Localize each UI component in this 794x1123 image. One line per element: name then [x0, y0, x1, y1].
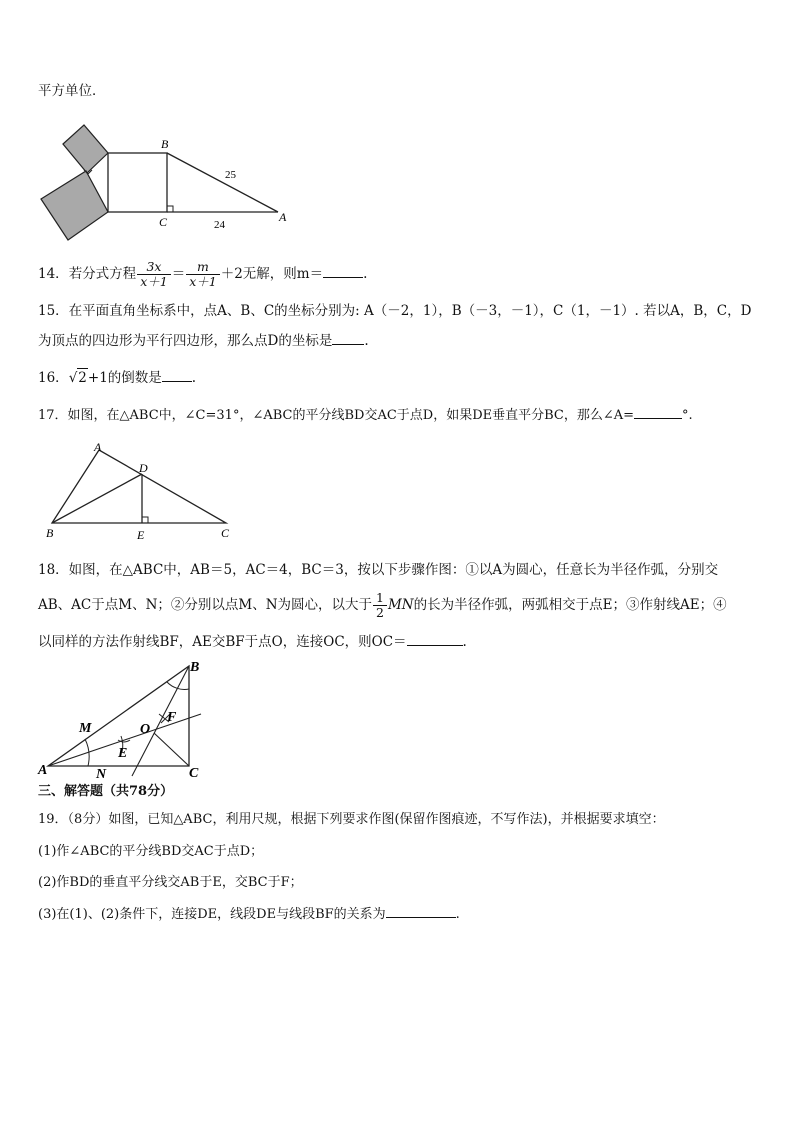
answer-blank-17[interactable] — [634, 406, 682, 419]
question-19-item2: (2)作BD的垂直平分线交AB于E，交BC于F； — [38, 875, 303, 890]
label-D: D — [139, 461, 148, 475]
triangle-figure-17 — [40, 438, 240, 544]
center-square — [108, 153, 167, 212]
question-19-line1: 19．（8分）如图，已知△ABC，利用尺规，根据下列要求作图(保留作图痕迹，不写作法)，并根据要求填空： — [38, 812, 665, 827]
question-18-line3: 以同样的方法作射线BF，AE交BF于点O，连接OC，则OC＝ . — [38, 634, 467, 650]
pythagoras-figure — [38, 122, 298, 244]
label-C: C — [189, 766, 199, 781]
label-C: C — [221, 526, 230, 540]
label-B: B — [46, 526, 54, 540]
answer-blank-16[interactable] — [162, 369, 192, 382]
label-O: O — [140, 722, 151, 737]
label-E: E — [118, 746, 128, 761]
fraction-2: $\frac{m}{x+1}$ — [186, 260, 220, 289]
question-19-item1: (1)作∠ABC的平分线BD交AC于点D； — [38, 844, 264, 859]
prev-question-tail: 平方单位． — [38, 83, 106, 99]
question-15-line2: 为顶点的四边形为平行四边形，那么点D的坐标是 . — [38, 333, 369, 349]
label-A: A — [38, 763, 48, 778]
fraction-1: $\frac{3x}{x+1}$ — [137, 260, 171, 289]
label-M: M — [79, 721, 92, 736]
label-base: 24 — [214, 219, 225, 231]
label-A: A — [94, 440, 102, 454]
label-B: B — [190, 660, 200, 675]
question-18-line1: 18．如图，在△ABC中，AB＝5，AC＝4，BC＝3，按以下步骤作图：①以A为圆心，任意长为半径作弧，分别交 — [38, 562, 719, 578]
label-B: B — [161, 137, 169, 151]
label-N: N — [96, 767, 107, 782]
answer-blank-15[interactable] — [332, 332, 364, 345]
small-square — [63, 125, 108, 173]
question-15-line1: 15．在平面直角坐标系中，点A、B、C的坐标分别为: A（－2，1），B（－3，－1），C（1，－1）. 若以A，B，C，D — [38, 303, 752, 319]
question-18-line2: AB、AC于点M、N；②分别以点M、N为圆心，以大于 $\frac{1}{2}$ MN的长为半径作弧，两弧相交于点E；③作射线AE；④ — [38, 590, 727, 620]
label-C: C — [159, 215, 168, 229]
triangle-figure-18 — [36, 656, 216, 782]
question-16: 16．√2+1的倒数是 . — [38, 370, 197, 386]
question-17: 17．如图，在△ABC中，∠C=31°，∠ABC的平分线BD交AC于点D，如果DE垂直平分BC，那么∠A= °. — [38, 408, 693, 423]
answer-blank-14[interactable] — [323, 265, 363, 278]
section-heading: 三、解答题（共78分） — [38, 784, 174, 799]
fraction-half: $\frac{1}{2}$ — [373, 591, 387, 620]
question-14: 14．若分式方程 $\frac{3x}{x+1}$ ＝ $\frac{m}{x+1}$ ＋2无解，则m＝ . — [38, 259, 368, 289]
label-E: E — [137, 528, 145, 542]
sqrt-sign: √ — [68, 370, 78, 386]
question-19-item3: (3)在(1)、(2)条件下，连接DE，线段DE与线段BF的关系为 . — [38, 907, 460, 922]
label-A: A — [279, 210, 287, 224]
label-hyp: 25 — [225, 169, 236, 181]
label-F: F — [167, 710, 177, 725]
answer-blank-19[interactable] — [386, 905, 456, 918]
big-square — [41, 171, 108, 240]
answer-blank-18[interactable] — [407, 633, 463, 646]
